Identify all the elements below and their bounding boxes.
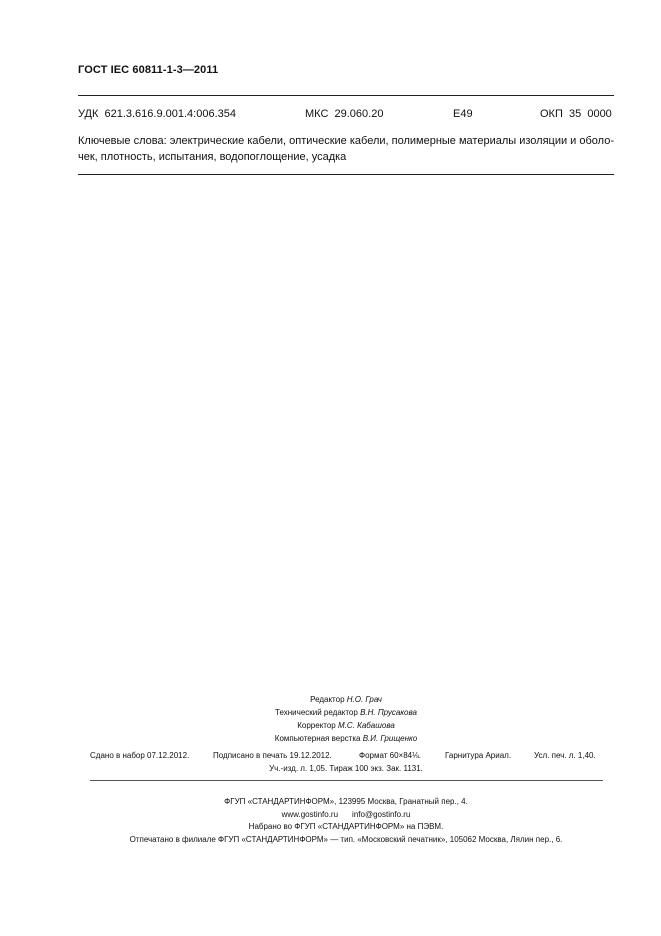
credit-role: Компьютерная верстка bbox=[274, 734, 361, 743]
pub-sheets: Усл. печ. л. 1,40. bbox=[534, 751, 596, 760]
keywords-line: Ключевые слова: электрические кабели, оптические кабели, полимерные материалы изоляции и оболо- bbox=[78, 135, 614, 147]
keywords-block bbox=[78, 133, 614, 165]
credit-layout bbox=[78, 732, 614, 745]
pub-signed: Подписано в печать 19.12.2012. bbox=[213, 751, 332, 760]
credit-role: Технический редактор bbox=[275, 708, 358, 717]
pub-details: Уч.-изд. л. 1,05. Тираж 100 экз. Зак. 1131. bbox=[269, 764, 423, 773]
credit-tech-editor bbox=[78, 706, 614, 719]
group-code: Е49 bbox=[453, 108, 473, 120]
credit-role: Редактор bbox=[310, 695, 345, 704]
bottom-rule bbox=[78, 174, 614, 175]
credit-role: Корректор bbox=[297, 721, 336, 730]
pub-format: Формат 60×84⅛. bbox=[359, 751, 422, 760]
top-rule bbox=[78, 95, 614, 96]
credit-editor bbox=[78, 693, 614, 706]
keywords-line: чек, плотность, испытания, водопоглощение, усадка bbox=[78, 151, 347, 163]
udk-code: УДК 621.3.616.9.001.4:006.354 bbox=[78, 108, 236, 120]
okp-code: ОКП 35 0000 bbox=[540, 108, 612, 120]
standard-number: ГОСТ IEC 60811-1-3—2011 bbox=[78, 64, 219, 76]
credit-name: В.И. Грищенко bbox=[362, 734, 418, 743]
credit-proofreader bbox=[78, 719, 614, 732]
credit-name: В.Н. Прусакова bbox=[360, 708, 417, 717]
email-link[interactable]: info@gostinfo.ru bbox=[352, 809, 411, 819]
pub-font: Гарнитура Ариал. bbox=[445, 751, 512, 760]
credit-name: М.С. Кабашова bbox=[338, 721, 395, 730]
mks-code: МКС 29.060.20 bbox=[305, 108, 384, 120]
printed-note: Отпечатано в филиале ФГУП «СТАНДАРТИНФОРМ» — тип. «Московский печатник», 105062 Москва, Лялин пер., 6. bbox=[129, 834, 563, 844]
website-link[interactable]: www.gostinfo.ru bbox=[281, 809, 339, 819]
credits-block bbox=[78, 693, 614, 745]
footer-block bbox=[78, 796, 614, 846]
credit-name: Н.О. Грач bbox=[346, 695, 382, 704]
typeset-note: Набрано во ФГУП «СТАНДАРТИНФОРМ» на ПЭВМ. bbox=[248, 822, 444, 831]
footer-rule bbox=[90, 780, 603, 781]
contact-line bbox=[78, 809, 614, 822]
pub-sent: Сдано в набор 07.12.2012. bbox=[90, 751, 190, 760]
publisher-address: ФГУП «СТАНДАРТИНФОРМ», 123995 Москва, Гранатный пер., 4. bbox=[224, 797, 468, 806]
